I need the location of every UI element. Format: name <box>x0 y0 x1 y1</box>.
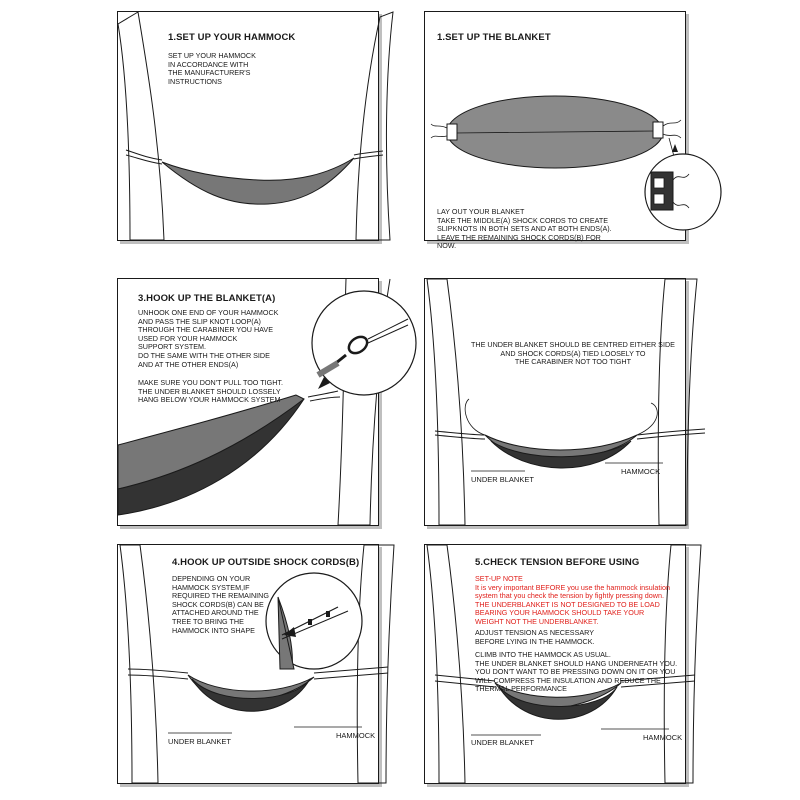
panel-6 <box>424 544 686 784</box>
text-line: ATTACHED AROUND THE <box>172 608 259 618</box>
text-line: AND SHOCK CORDS(A) TIED LOOSELY TO <box>500 348 646 358</box>
text-line: TREE TO BRING THE <box>172 616 244 626</box>
text-line: YOU DON'T WANT TO BE PRESSING DOWN ON IT OR YOU <box>475 667 676 677</box>
panel-text <box>172 575 269 635</box>
hammock-illustration <box>118 12 378 240</box>
panel-text-2 <box>138 379 283 405</box>
panel-1 <box>117 11 379 241</box>
panel-text <box>168 52 256 86</box>
text-line: THE CARABINER NOT TOO TIGHT <box>514 357 632 367</box>
left-tree <box>118 12 164 240</box>
panel-text-2 <box>475 651 677 694</box>
left-tree <box>427 279 465 525</box>
panel-text <box>471 341 675 367</box>
left-tree <box>120 545 158 783</box>
label-under-blanket: UNDER BLANKET <box>471 475 534 484</box>
panel-title: 3.HOOK UP THE BLANKET(A) <box>138 293 276 304</box>
text-line: DEPENDING ON YOUR <box>172 574 251 583</box>
text-line: THE MANUFACTURER'S <box>168 68 251 78</box>
left-tree <box>427 545 465 783</box>
text-line: It is very important BEFORE you use the hammock insulation <box>475 582 670 592</box>
panel-title: 1.SET UP YOUR HAMMOCK <box>168 32 296 43</box>
text-line: MAKE SURE YOU DON'T PULL TOO TIGHT. <box>138 378 284 387</box>
text-line: THE UNDER BLANKET SHOULD HANG UNDERNEATH YOU. <box>475 658 678 668</box>
text-line: THROUGH THE CARABINER YOU HAVE <box>138 325 273 335</box>
centred-illustration <box>425 279 685 525</box>
text-line: WEIGHT NOT THE UNDERBLANKET. <box>475 616 599 626</box>
text-line: WILL COMPRESS THE INSULATION AND REDUCE THE <box>475 675 661 685</box>
panel-2 <box>424 11 686 251</box>
text-line: SHOCK CORDS(B) CAN BE <box>172 599 264 609</box>
label-under-blanket: UNDER BLANKET <box>471 738 534 747</box>
blanket-illustration <box>425 12 685 240</box>
text-line: LEAVE THE REMAINING SHOCK CORDS(B) FOR <box>437 232 601 242</box>
text-line: REQUIRED THE REMAINING <box>172 591 269 601</box>
panel-4 <box>424 278 686 526</box>
text-line: DO THE SAME WITH THE OTHER SIDE <box>138 350 270 360</box>
text-line: THE UNDER BLANKET SHOULD LOSSELY <box>138 386 281 396</box>
text-line: HAMMOCK SYSTEM,IF <box>172 582 250 592</box>
panel-3 <box>117 278 379 526</box>
text-line: AND PASS THE SLIP KNOT LOOP(A) <box>138 316 261 326</box>
right-tree <box>357 545 394 783</box>
label-hammock: HAMMOCK <box>643 733 683 742</box>
text-line: NOW. <box>437 241 457 251</box>
text-line: THERMAL PERFORMANCE <box>475 684 567 694</box>
text-line: HANG BELOW YOUR HAMMOCK SYSTEM <box>138 395 281 405</box>
panel-5 <box>117 544 379 784</box>
panel-text <box>138 309 278 369</box>
text-line: HAMMOCK INTO SHAPE <box>172 625 255 635</box>
setup-note <box>475 575 670 627</box>
text-line: system that you check the tension by fightly pressing down. <box>475 591 664 601</box>
right-tree <box>658 279 697 525</box>
text-line: UNHOOK ONE END OF YOUR HAMMOCK <box>138 308 279 317</box>
panel-title: 4.HOOK UP OUTSIDE SHOCK CORDS(B) <box>172 557 360 568</box>
hammock-body <box>162 158 354 204</box>
panel-text <box>475 629 595 646</box>
text-line: CLIMB INTO THE HAMMOCK AS USUAL. <box>475 650 611 659</box>
text-line: SET-UP NOTE <box>475 574 523 583</box>
text-line: SLIPKNOTS IN BOTH SETS AND AT BOTH ENDS(A). <box>437 224 612 234</box>
text-line: SUPPORT SYSTEM. <box>138 342 207 352</box>
label-hammock: HAMMOCK <box>336 731 376 740</box>
zoom-circle <box>312 291 416 395</box>
label-under-blanket: UNDER BLANKET <box>168 737 231 746</box>
text-line: LAY OUT YOUR BLANKET <box>437 207 525 216</box>
text-line: USED FOR YOUR HAMMOCK <box>138 333 238 343</box>
text-line: TAKE THE MIDDLE(A) SHOCK CORDS TO CREATE <box>437 215 609 225</box>
text-line: SET UP YOUR HAMMOCK <box>168 51 256 60</box>
panel-title: 5.CHECK TENSION BEFORE USING <box>475 557 640 568</box>
panel-title: 1.SET UP THE BLANKET <box>437 32 551 43</box>
text-line: BEARING YOUR HAMMOCK SHOULD TAKE YOUR <box>475 608 645 618</box>
text-line: THE UNDER BLANKET SHOULD BE CENTRED EITHER SIDE <box>471 340 675 349</box>
label-hammock: HAMMOCK <box>621 467 661 476</box>
text-line: THE UNDERBLANKET IS NOT DESIGNED TO BE LOAD <box>475 599 660 609</box>
panel-text <box>437 208 612 251</box>
text-line: INSTRUCTIONS <box>168 76 222 86</box>
right-tree <box>356 12 393 240</box>
text-line: BEFORE LYING IN THE HAMMOCK. <box>475 636 595 646</box>
text-line: AND AT THE OTHER ENDS(A) <box>138 359 239 369</box>
text-line: IN ACCORDANCE WITH <box>168 59 249 69</box>
text-line: ADJUST TENSION AS NECESSARY <box>475 628 595 637</box>
